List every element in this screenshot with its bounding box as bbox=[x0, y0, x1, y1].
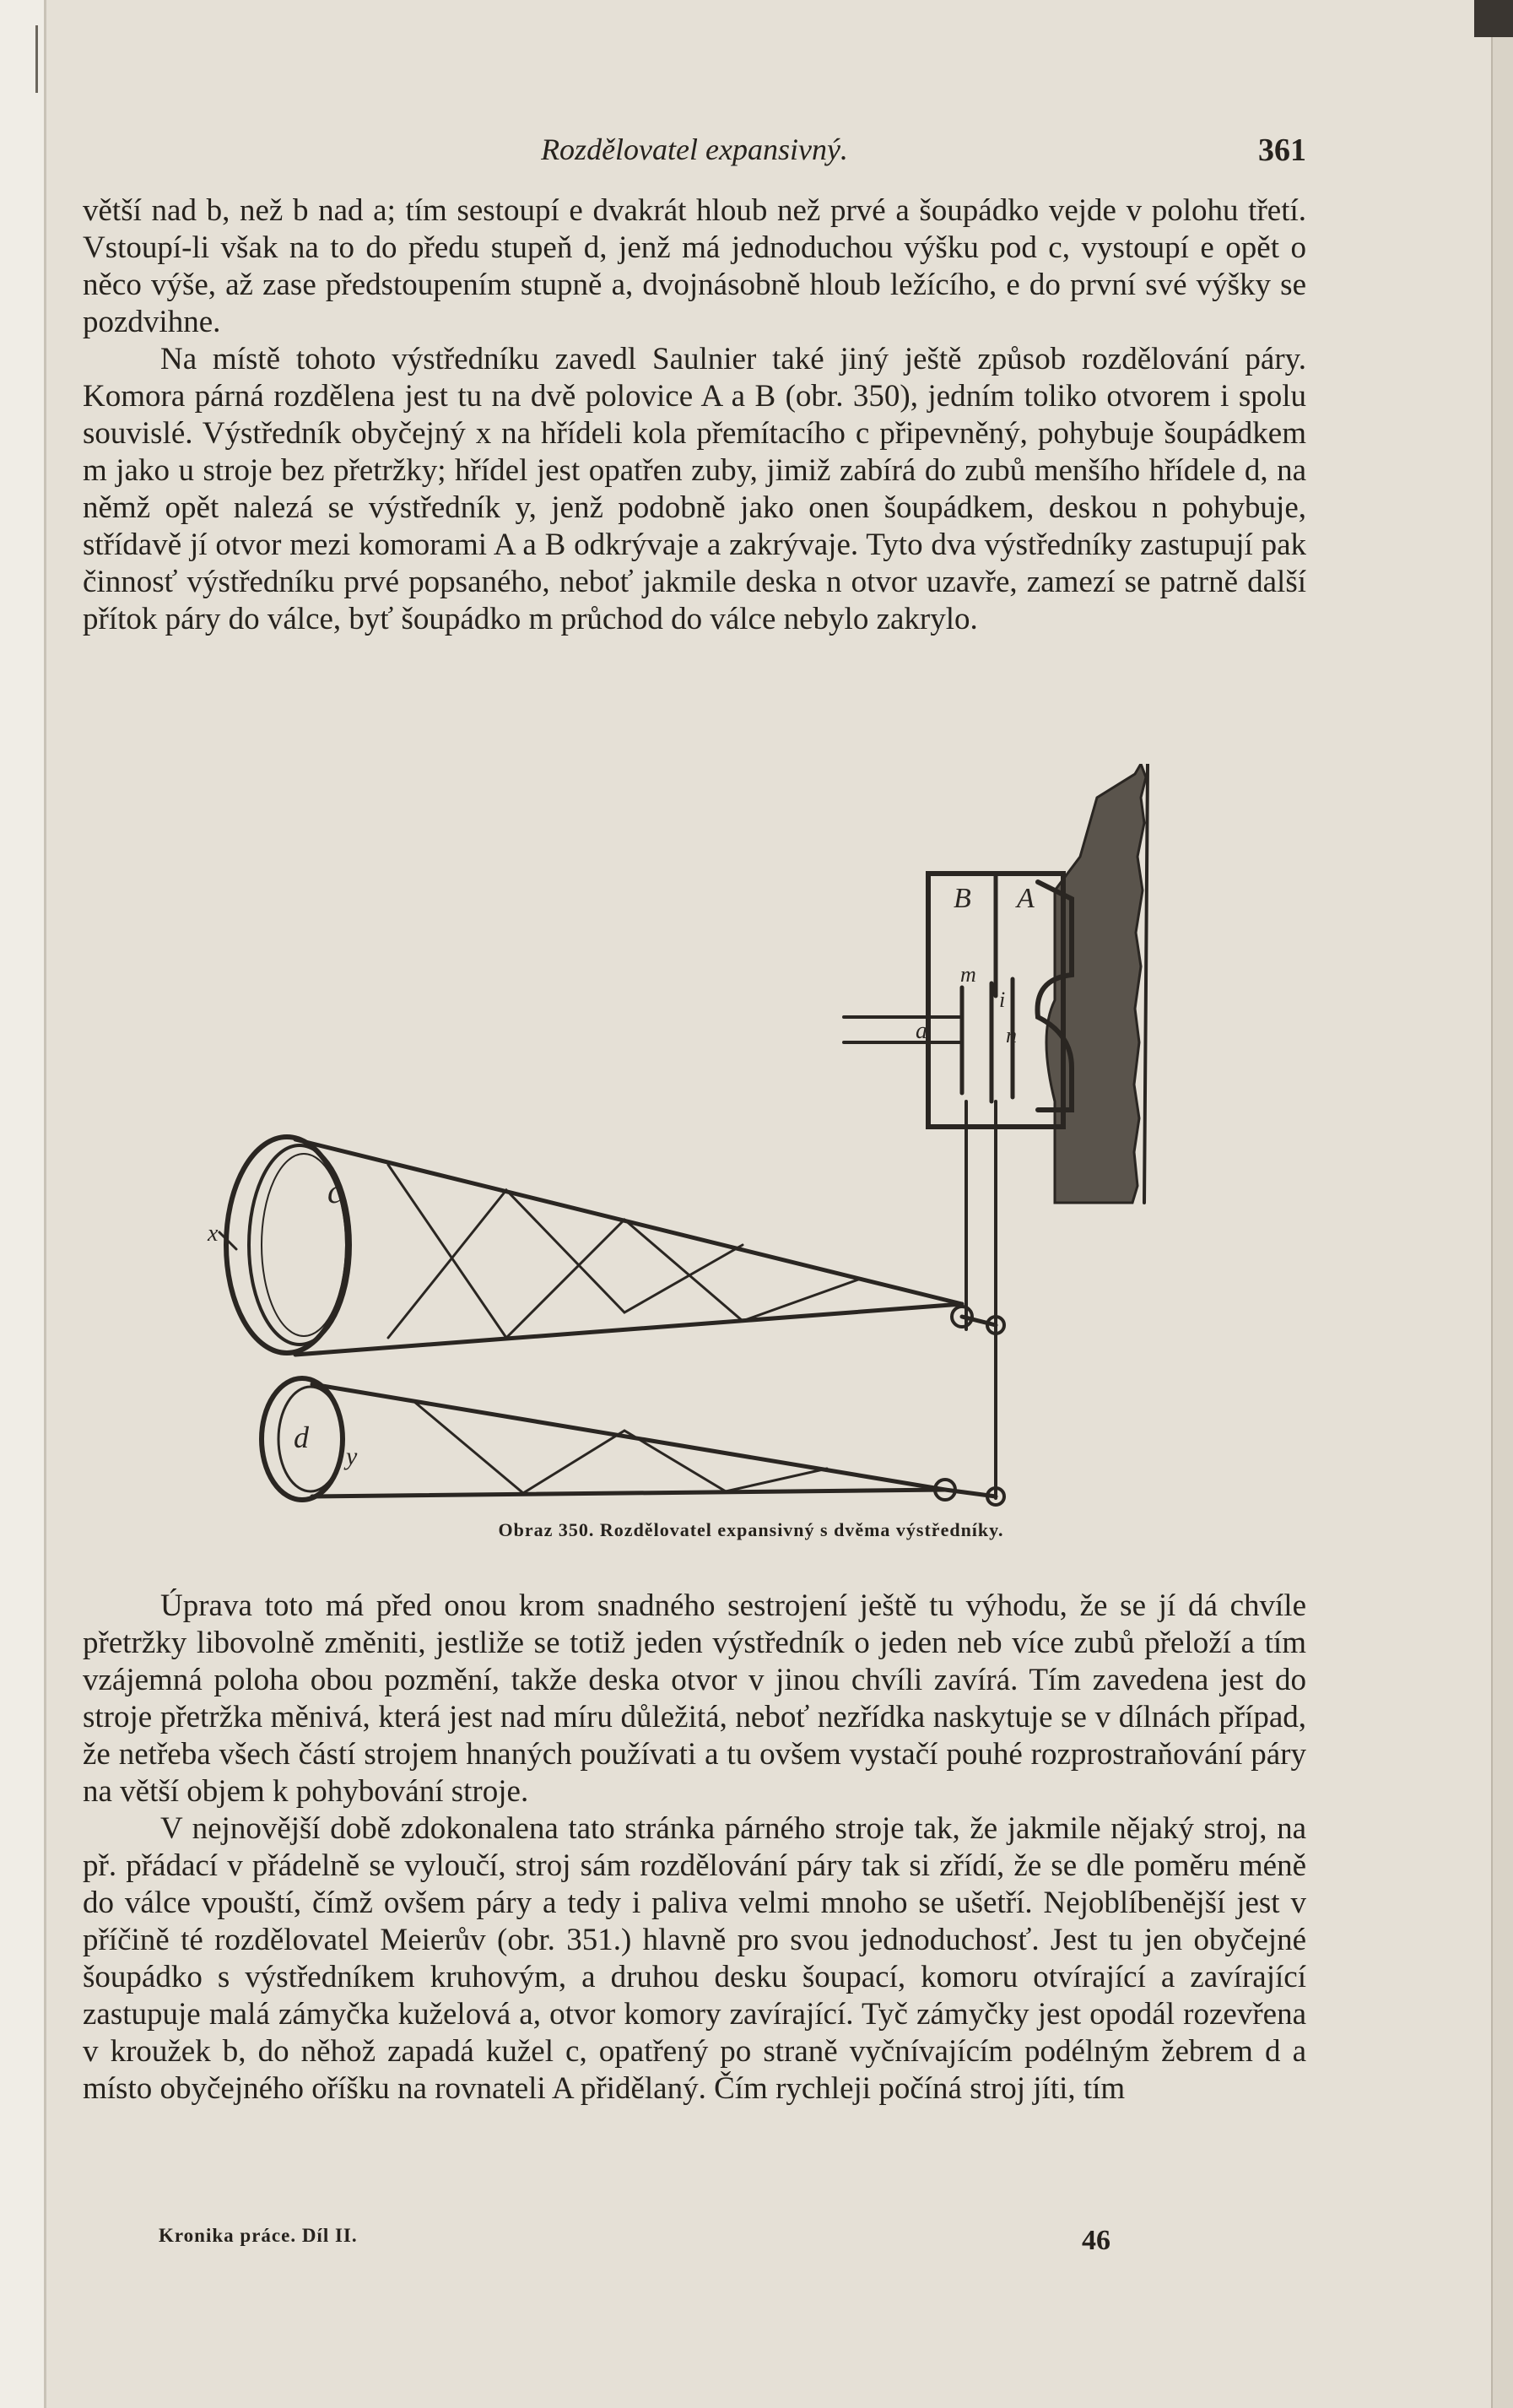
scan-corner bbox=[1474, 0, 1513, 37]
label-n: n bbox=[1006, 1023, 1017, 1047]
page-header bbox=[83, 127, 1306, 177]
figure-350 bbox=[203, 764, 1173, 1549]
label-a: a bbox=[916, 1018, 927, 1044]
wall-edge bbox=[1144, 764, 1148, 1203]
eccentric-rod-y bbox=[312, 1490, 945, 1496]
pulley-d-rim bbox=[278, 1387, 343, 1491]
scan-page-edge bbox=[0, 0, 46, 2408]
label-c: c bbox=[327, 1172, 343, 1210]
text-block-top bbox=[83, 192, 1306, 638]
figure-caption: Obraz 350. Rozdělovatel expansivný s dvěma výstředníky. bbox=[498, 1519, 1004, 1540]
paragraph: Na místě tohoto výstředníku zavedl Saulnier také jiný ještě způsob rozdělování páry. Komora párná rozdělena jest tu na dvě polovice A a B (obr. 350), jedním toliko otvorem i spolu souvislé. Výstředník obyčejný x na hřídeli kola přemítacího c připevněný, pohybuje šoupádkem m jako u stroje bez přetržky; hřídel jest opatřen zuby, jimiž zabírá do zubů menšího hřídele d, na němž opět nalezá se výstředník y, jenž podobně jako onen šoupádkem, deskou n pohybuje, střídavě jí otvor mezi komorami A a B odkrývaje a zakrývaje. Tyto dva výstředníky zastupují pak činnosť výstředníku prvé popsaného, neboť jakmile deska n otvor uzavře, zamezí se patrně další přítok páry do válce, byť šoupádko m průchod do válce nebylo zakrylo. bbox=[83, 342, 1306, 636]
sheet-number: 46 bbox=[1082, 2225, 1110, 2256]
label-A: A bbox=[1017, 883, 1035, 914]
scan-right-margin bbox=[1491, 37, 1513, 2408]
paragraph: větší nad b, než b nad a; tím sestoupí e dvakrát hloub než prvé a šoupádko vejde v polohu třetí. Vstoupí-li však na to do předu stupeň d, jenž má jednoduchou výšku pod c, vystoupí e opět o něco výše, až zase předstoupením stupně a, dvojnásobně hloub ležícího, e do první své výšky se pozdvihne. bbox=[83, 193, 1306, 339]
footer-signature: Kronika práce. Díl II. bbox=[159, 2225, 358, 2246]
label-i: i bbox=[999, 988, 1006, 1012]
truss-bracing bbox=[388, 1165, 861, 1338]
expansion-distributor-diagram bbox=[203, 764, 1173, 1507]
page-number: 361 bbox=[1258, 133, 1306, 168]
label-d: d bbox=[294, 1420, 309, 1454]
pulley-c bbox=[226, 1137, 348, 1353]
scan-binding-mark bbox=[35, 25, 38, 93]
label-y: y bbox=[346, 1442, 358, 1470]
label-m: m bbox=[960, 962, 976, 987]
label-B: B bbox=[954, 883, 971, 914]
eccentric-rod-y bbox=[312, 1384, 945, 1490]
text-block-bottom bbox=[83, 1588, 1306, 2108]
truss-bracing bbox=[413, 1401, 827, 1493]
label-x: x bbox=[208, 1220, 219, 1247]
paragraph: Úprava toto má před onou krom snadného sestrojení ještě tu výhodu, že se jí dá chvíle přetržky libovolně změniti, jestliže se totiž jeden výstředník o jeden neb více zubů přeloží a tím vzájemná poloha obou pozmění, takže deska otvor v jinou chvíli zavírá. Tím zavedena jest do stroje přetržka měnivá, která jest nad míru důležitá, neboť nezřídka naskytuje se v dílnách případ, že netřeba všech částí strojem hnaných používati a tu ovšem vystačí pouhé rozprostraňování páry na větší objem k pohybování stroje. bbox=[83, 1588, 1306, 1809]
running-title: Rozdělovatel expansivný. bbox=[541, 133, 848, 166]
paragraph: V nejnovější době zdokonalena tato stránka párného stroje tak, že jakmile nějaký stroj, na př. přádací v přádelně se vyloučí, stroj sám rozdělování páry tak si zřídí, že se dle poměru méně do válce vpouští, čímž ovšem páry a tedy i paliva velmi mnoho se ušetří. Nejoblíbenější jest v příčině té rozdělovatel Meierův (obr. 351.) hlavně pro svou jednoduchosť. Jest tu jen obyčejné šoupádko s výstředníkem kruhovým, a druhou desku šoupací, komoru otvírající a zavírající zastupuje malá zámyčka kuželová a, otvor komory zavírající. Tyč zámyčky jest opodál rozevřena v kroužek b, do něhož zapadá kužel c, opatřený po straně vyčnívajícím podélným žebrem d a místo obyčejného oříšku na rovnateli A přidělaný. Čím rychleji počíná stroj jíti, tím bbox=[83, 1811, 1306, 2106]
